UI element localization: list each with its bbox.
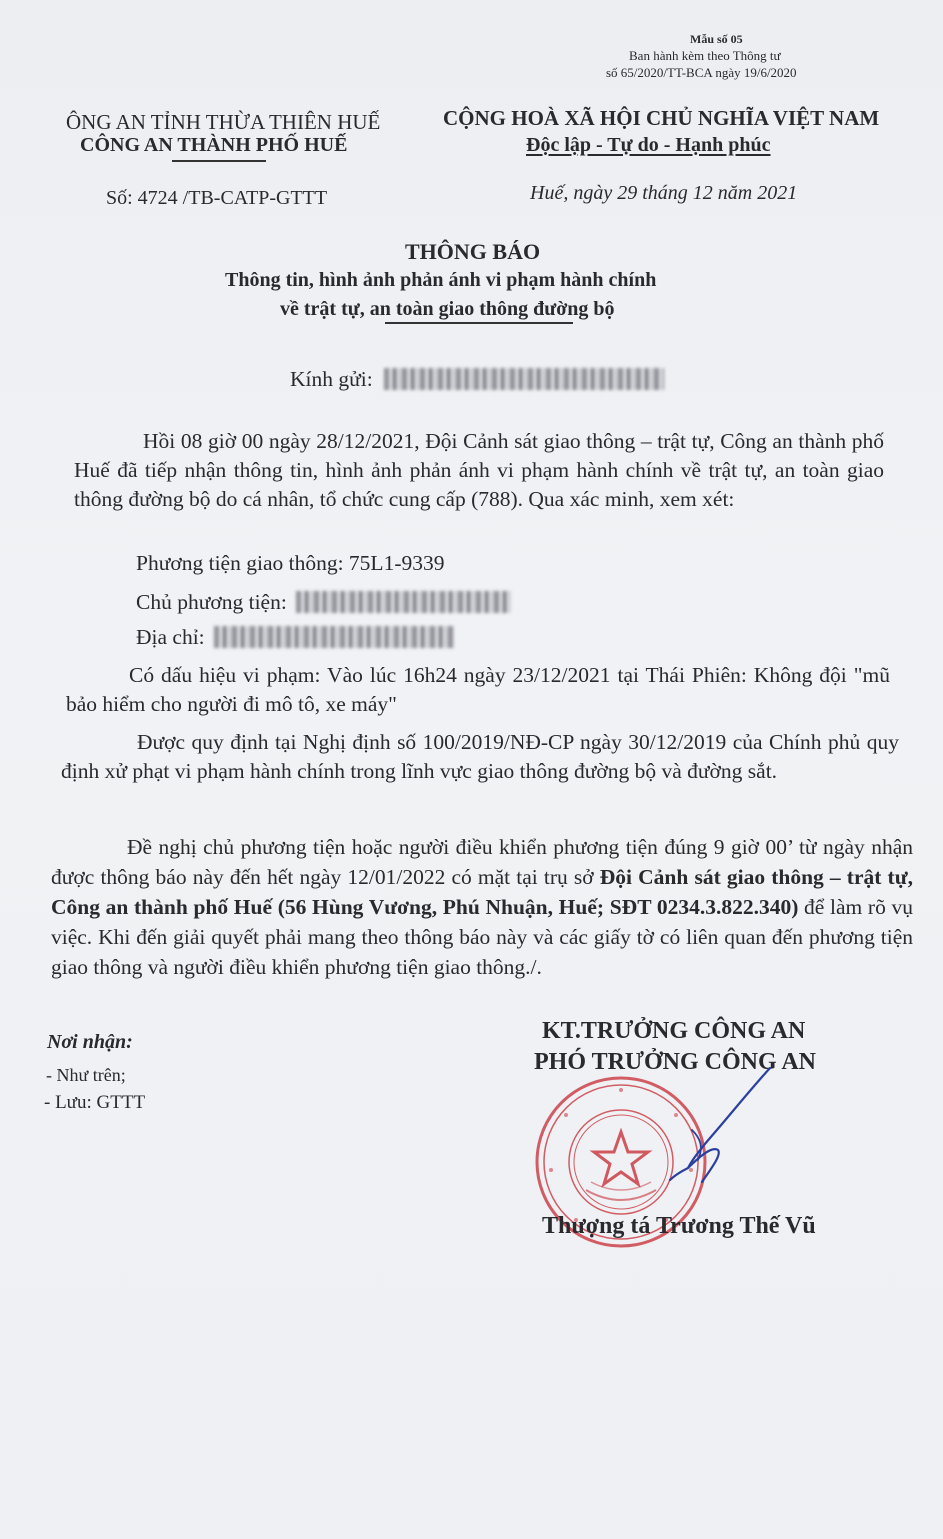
signer-name: Thượng tá Trương Thế Vũ (542, 1213, 816, 1239)
recipients-label: Nơi nhận: (47, 1031, 133, 1053)
document-subtitle-line1: Thông tin, hình ảnh phản ánh vi phạm hành chính (225, 269, 657, 291)
document-number: Số: 4724 /TB-CATP-GTTT (106, 187, 328, 209)
subtitle-underline (385, 322, 573, 324)
form-issued-with: Ban hành kèm theo Thông tư (629, 48, 781, 63)
agency-parent: ÔNG AN TỈNH THỪA THIÊN HUẾ (66, 110, 381, 134)
agency-underline (172, 160, 266, 162)
address-redacted (214, 626, 454, 648)
recipients-item: - Lưu: GTTT (44, 1092, 146, 1113)
recipients-item: - Như trên; (46, 1065, 126, 1085)
owner-line (136, 588, 511, 617)
paragraph-violation: Có dấu hiệu vi phạm: Vào lúc 16h24 ngày 23/12/2021 tại Thái Phiên: Không đội "mũ bảo hiểm cho người đi mô tô, xe máy" (66, 663, 890, 716)
request-text-start: Đề nghị chủ phương tiện hoặc người điều khiển phương tiện đúng 9 giờ 00’ từ ngày nhận được thông báo này đến hết ngày 12/01/2022 có mặt tại trụ sở (51, 835, 913, 889)
owner-label: Chủ phương tiện: (136, 590, 287, 614)
request-office: Đội Cảnh sát giao thông – trật tự, Công an thành phố Huế (56 Hùng Vương, Phú Nhuận, Huế; SĐT 0234.3.822.340) (51, 865, 913, 919)
address-label: Địa chỉ: (136, 625, 205, 649)
document-subtitle-line2: về trật tự, an toàn giao thông đường bộ (280, 298, 615, 320)
place-date: Huế, ngày 29 tháng 12 năm 2021 (530, 182, 798, 204)
address-line (136, 623, 454, 652)
signature-authority: KT.TRƯỞNG CÔNG AN (542, 1018, 806, 1044)
document-title: THÔNG BÁO (405, 239, 541, 264)
agency-name: CÔNG AN THÀNH PHỐ HUẾ (80, 134, 348, 156)
handwritten-signature-icon (640, 1060, 780, 1190)
recipient-label: Kính gửi: (290, 367, 373, 391)
paragraph-intro: Hồi 08 giờ 00 ngày 28/12/2021, Đội Cảnh sát giao thông – trật tự, Công an thành phố Huế đã tiếp nhận thông tin, hình ảnh phản ánh vi phạm hành chính về trật tự, an toàn giao thông đường bộ do cá nhân, tổ chức cung cấp (788). Qua xác minh, xem xét: (74, 429, 884, 511)
form-circular: số 65/2020/TT-BCA ngày 19/6/2020 (606, 65, 797, 80)
recipient-redacted (384, 368, 664, 390)
vehicle-plate: Phương tiện giao thông: 75L1-9339 (136, 551, 445, 575)
national-motto: Độc lập - Tự do - Hạnh phúc (526, 134, 771, 156)
form-number: Mẫu số 05 (690, 32, 743, 46)
owner-redacted (296, 591, 511, 613)
paragraph-request (51, 832, 913, 982)
recipient-line (290, 365, 664, 394)
paragraph-regulation: Được quy định tại Nghị định số 100/2019/NĐ-CP ngày 30/12/2019 của Chính phủ quy định xử phạt vi phạm hành chính trong lĩnh vực giao thông đường bộ và đường sắt. (61, 730, 899, 783)
request-text-end: để làm rõ vụ việc. Khi đến giải quyết phải mang theo thông báo này và các giấy tờ có liên quan đến phương tiện giao thông và người điều khiển phương tiện giao thông./. (51, 895, 913, 979)
national-title: CỘNG HOÀ XÃ HỘI CHỦ NGHĨA VIỆT NAM (443, 106, 880, 130)
signature-title: PHÓ TRƯỞNG CÔNG AN (534, 1049, 817, 1075)
